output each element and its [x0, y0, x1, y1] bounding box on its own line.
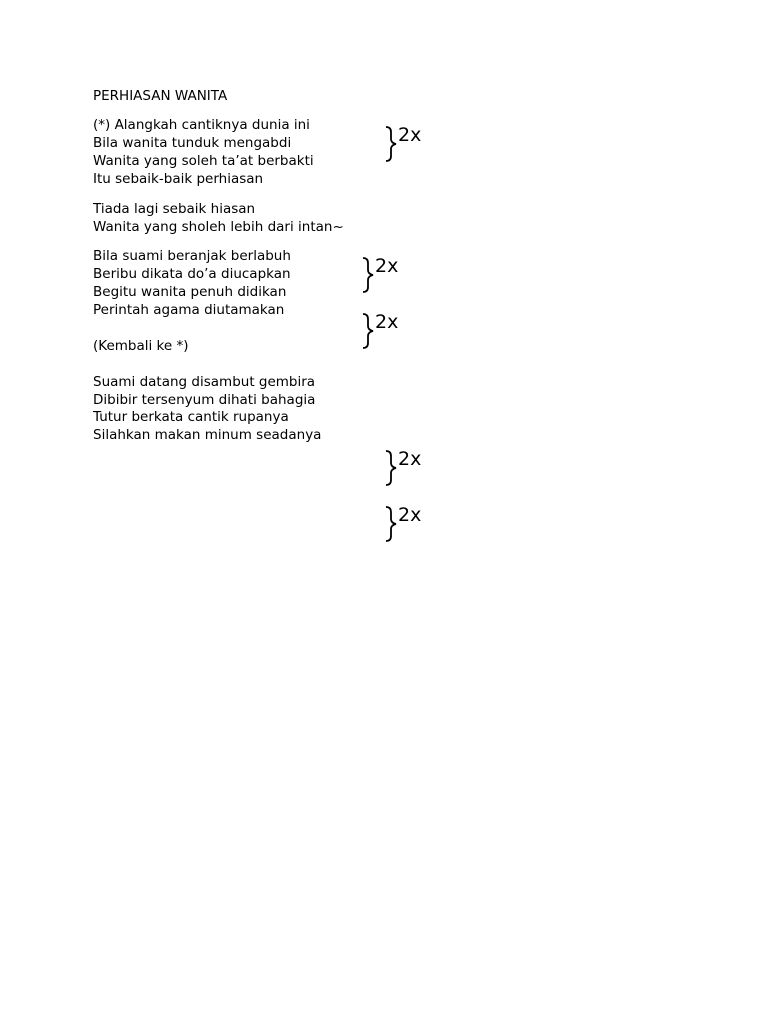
lyric-line: Itu sebaik-baik perhiasan — [93, 171, 264, 187]
lyric-line: Silahkan makan minum seadanya — [93, 427, 322, 443]
lyric-line: Bila wanita tunduk mengabdi — [93, 135, 292, 151]
right-brace-icon — [384, 450, 398, 486]
lyric-line: (*) Alangkah cantiknya dunia ini — [93, 117, 310, 133]
repeat-brace — [384, 506, 428, 542]
lyric-line: Tiada lagi sebaik hiasan — [93, 201, 256, 217]
repeat-mark: 2x — [398, 448, 422, 470]
repeat-mark: 2x — [398, 504, 422, 526]
lyric-line: Begitu wanita penuh didikan — [93, 284, 287, 300]
repeat-mark: 2x — [375, 255, 399, 277]
lyric-line: Tutur berkata cantik rupanya — [93, 409, 289, 425]
right-brace-icon — [384, 126, 398, 162]
lyric-line: Perintah agama diutamakan — [93, 302, 285, 318]
lyric-line: Beribu dikata do’a diucapkan — [93, 266, 291, 282]
right-brace-icon — [384, 506, 398, 542]
right-brace-icon — [361, 313, 375, 349]
repeat-mark: 2x — [375, 311, 399, 333]
lyric-line: Wanita yang sholeh lebih dari intan~ — [93, 219, 344, 235]
repeat-brace — [384, 450, 428, 486]
lyric-line: Wanita yang soleh ta’at berbakti — [93, 153, 314, 169]
lyric-line: Suami datang disambut gembira — [93, 374, 316, 390]
repeat-brace — [361, 257, 405, 293]
repeat-brace — [361, 313, 405, 349]
lyric-line: Dibibir tersenyum dihati bahagia — [93, 392, 316, 408]
right-brace-icon — [361, 257, 375, 293]
repeat-brace — [384, 126, 428, 162]
lyric-line: Bila suami beranjak berlabuh — [93, 248, 291, 264]
song-title: PERHIASAN WANITA — [93, 88, 228, 104]
repeat-mark: 2x — [398, 124, 422, 146]
repeat-instruction: (Kembali ke *) — [93, 338, 189, 354]
